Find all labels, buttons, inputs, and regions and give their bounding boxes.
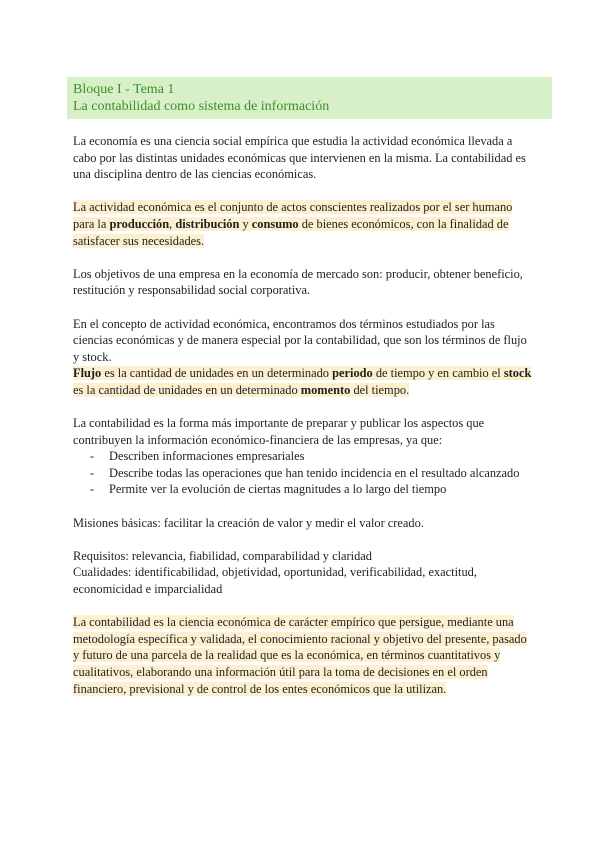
- paragraph-objetivos: Los objetivos de una empresa en la economía de mercado son: producir, obtener beneficio, restitución y responsabilidad social corporativa.: [73, 266, 523, 298]
- bold-term-stock: stock: [503, 366, 532, 381]
- list-item-text: Describe todas las operaciones que han tenido incidencia en el resultado alcanzado: [109, 465, 520, 480]
- highlighted-text: [73, 200, 512, 247]
- highlighted-text: La contabilidad es la ciencia económica de carácter empírico que persigue, mediante una metodología específica y validada, el conocimiento racional y objetivo del presente, pasado y futuro de una parcela de la realidad que es la económica, en términos cuantitativos y cualitativos, elaborando una información útil para la toma de decisiones en el orden financiero, previsional y de control de los entes económicos que la utilizan.: [73, 615, 527, 696]
- spacer: [73, 531, 533, 548]
- paragraph-actividad-economica: [73, 199, 533, 249]
- text-run: ,: [169, 216, 176, 231]
- bold-term-distribucion: distribución: [175, 216, 240, 231]
- spacer: [73, 299, 533, 316]
- spacer: [73, 183, 533, 200]
- section-label: Bloque I - Tema 1: [73, 82, 175, 97]
- list-item: [73, 465, 533, 482]
- list-item: [73, 448, 533, 465]
- highlighted-text: [73, 366, 531, 397]
- list-item-text: Permite ver la evolución de ciertas magnitudes a lo largo del tiempo: [109, 482, 447, 497]
- bullet-list: [73, 448, 533, 498]
- paragraph-flujo-stock-intro: En el concepto de actividad económica, encontramos dos términos estudiados por las ciencias económicas y de manera especial por la contabilidad, que son los términos de flujo y stock.: [73, 316, 527, 364]
- dash-bullet: -: [90, 449, 95, 464]
- spacer: [73, 598, 533, 615]
- paragraph-contabilidad-forma: La contabilidad es la forma más importante de preparar y publicar los aspectos que contribuyen la información económico-financiera de las empresas, ya que:: [73, 416, 485, 447]
- text-run: La actividad económica es el conjunto de actos conscientes realizados por el ser humano para la: [73, 200, 513, 231]
- title-banner: [67, 77, 552, 119]
- text-run: y: [239, 216, 252, 231]
- paragraph-flujo-stock-definition: [73, 365, 533, 398]
- paragraph-economia: La economía es una ciencia social empírica que estudia la actividad económica llevada a cabo por las distintas unidades económicas que intervienen en la misma. La contabilidad es una disciplina dentro de las ciencias económicas.: [73, 134, 526, 182]
- spacer: [73, 498, 533, 515]
- text-run: es la cantidad de unidades en un determinado: [101, 366, 333, 381]
- list-item-text: Describen informaciones empresariales: [109, 449, 305, 464]
- paragraph-definicion-contabilidad: [73, 614, 533, 697]
- list-item: [73, 481, 533, 498]
- paragraph-cualidades: Cualidades: identificabilidad, objetividad, oportunidad, verificabilidad, exactitud, economicidad e imparcialidad: [73, 565, 477, 597]
- text-run: es la cantidad de unidades en un determinado: [73, 382, 301, 397]
- bold-term-consumo: consumo: [251, 216, 299, 231]
- text-run: de tiempo y en cambio el: [372, 366, 504, 381]
- bold-term-produccion: producción: [109, 216, 170, 231]
- paragraph-requisitos: Requisitos: relevancia, fiabilidad, comparabilidad y claridad: [73, 548, 372, 563]
- text-run: del tiempo.: [350, 382, 410, 397]
- dash-bullet: -: [90, 482, 95, 497]
- bold-term-periodo: periodo: [332, 366, 373, 381]
- spacer: [73, 399, 533, 416]
- spacer: [73, 249, 533, 266]
- paragraph-misiones: Misiones básicas: facilitar la creación de valor y medir el valor creado.: [73, 515, 424, 530]
- text-run: de bienes económicos, con la finalidad de satisfacer sus necesidades.: [73, 216, 509, 248]
- document-body: [73, 133, 533, 697]
- bold-term-flujo: Flujo: [73, 366, 102, 381]
- page-title: La contabilidad como sistema de información: [73, 99, 330, 114]
- bold-term-momento: momento: [300, 382, 351, 397]
- dash-bullet: -: [90, 465, 95, 480]
